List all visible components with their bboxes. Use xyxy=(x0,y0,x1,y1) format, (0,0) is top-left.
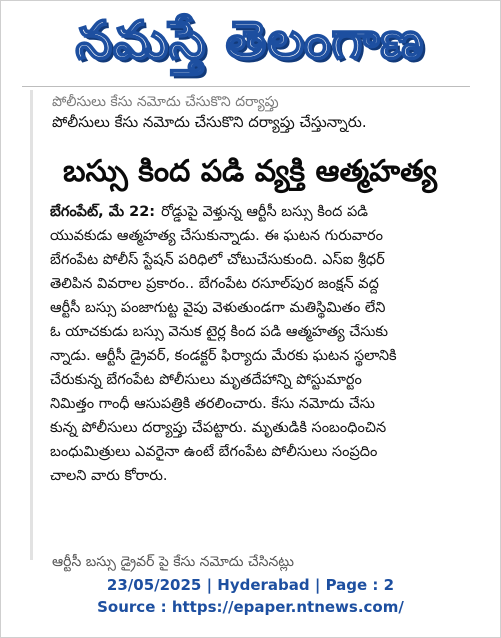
article-line-11: బంధుమిత్రులు ఎవరైనా ఉంటే బేగంపేట పోలీసులు సంప్రదిం xyxy=(50,444,378,460)
article-dateline: బేగంపేట్, మే 22: xyxy=(50,204,156,220)
article-line-3: బేగంపేట పోలీస్ స్టేషన్ పరిధిలో చోటుచేసుకుంది. ఎస్ఐ శ్రీధర్ xyxy=(50,252,385,268)
previous-story-last-line: పోలీసులు కేసు నమోదు చేసుకొని దర్యాప్తు చేస్తున్నారు. xyxy=(52,113,367,131)
previous-story-clipped-line: పోలీసులు కేసు నమోదు చేసుకొని దర్యాప్తు xyxy=(52,94,279,110)
article-line-9: నిమిత్తం గాంధీ ఆసుపత్రికి తరలించారు. కేసు నమోదు చేసు xyxy=(50,396,375,412)
article-headline: బస్సు కింద పడి వ్యక్తి ఆత్మహత్య xyxy=(62,154,438,189)
next-story-clipped-line: ఆర్టీసీ బస్సు డ్రైవర్ పై కేసు నమోదు చేసినట్లు xyxy=(52,554,294,570)
article-line-1 xyxy=(50,200,470,224)
article-line-2: యువకుడు ఆత్మహత్య చేసుకున్నాడు. ఈ ఘటన గురువారం xyxy=(50,228,383,244)
article-line-12: చాలని వారు కోరారు. xyxy=(50,468,168,484)
footer-source-line: Source : https://epaper.ntnews.com/ xyxy=(97,598,404,616)
article-line-6: ఓ యాచకుడు బస్సు వెనుక టైర్ల కింద పడి ఆత్మహత్య చేసుకు xyxy=(50,324,389,340)
article-line-10: కున్న పోలీసులు దర్యాప్తు చేపట్టారు. మృతుడికి సంబంధించిన xyxy=(50,420,387,436)
article-body xyxy=(50,200,470,488)
article-line-7: న్నాడు. ఆర్టీసీ డ్రైవర్, కండక్టర్ ఫిర్యాదు మేరకు ఘటన స్థలానికి xyxy=(50,348,397,364)
page-footer xyxy=(0,574,501,618)
masthead-divider xyxy=(22,86,470,87)
masthead-title: నమస్తే తెలంగాణ xyxy=(75,11,425,71)
article-line-4: తెలిపిన వివరాల ప్రకారం.. బేగంపేట రసూల్‌పుర జంక్షన్ వద్ద xyxy=(50,276,379,292)
article-line-5: ఆర్టీసీ బస్సు పంజాగుట్ట వైపు వెళుతుండగా మతిస్థిమితం లేని xyxy=(50,300,386,316)
footer-date-line: 23/05/2025 | Hyderabad | Page : 2 xyxy=(106,576,395,594)
article-line-1-text: రోడ్డుపై వెళ్తున్న ఆర్టీసీ బస్సు కింద పడి xyxy=(161,204,369,220)
article-line-8: చేరుకున్న బేగంపేట పోలీసులు మృతదేహాన్ని పోస్టుమార్టం xyxy=(50,372,362,388)
newspaper-masthead xyxy=(40,6,460,76)
